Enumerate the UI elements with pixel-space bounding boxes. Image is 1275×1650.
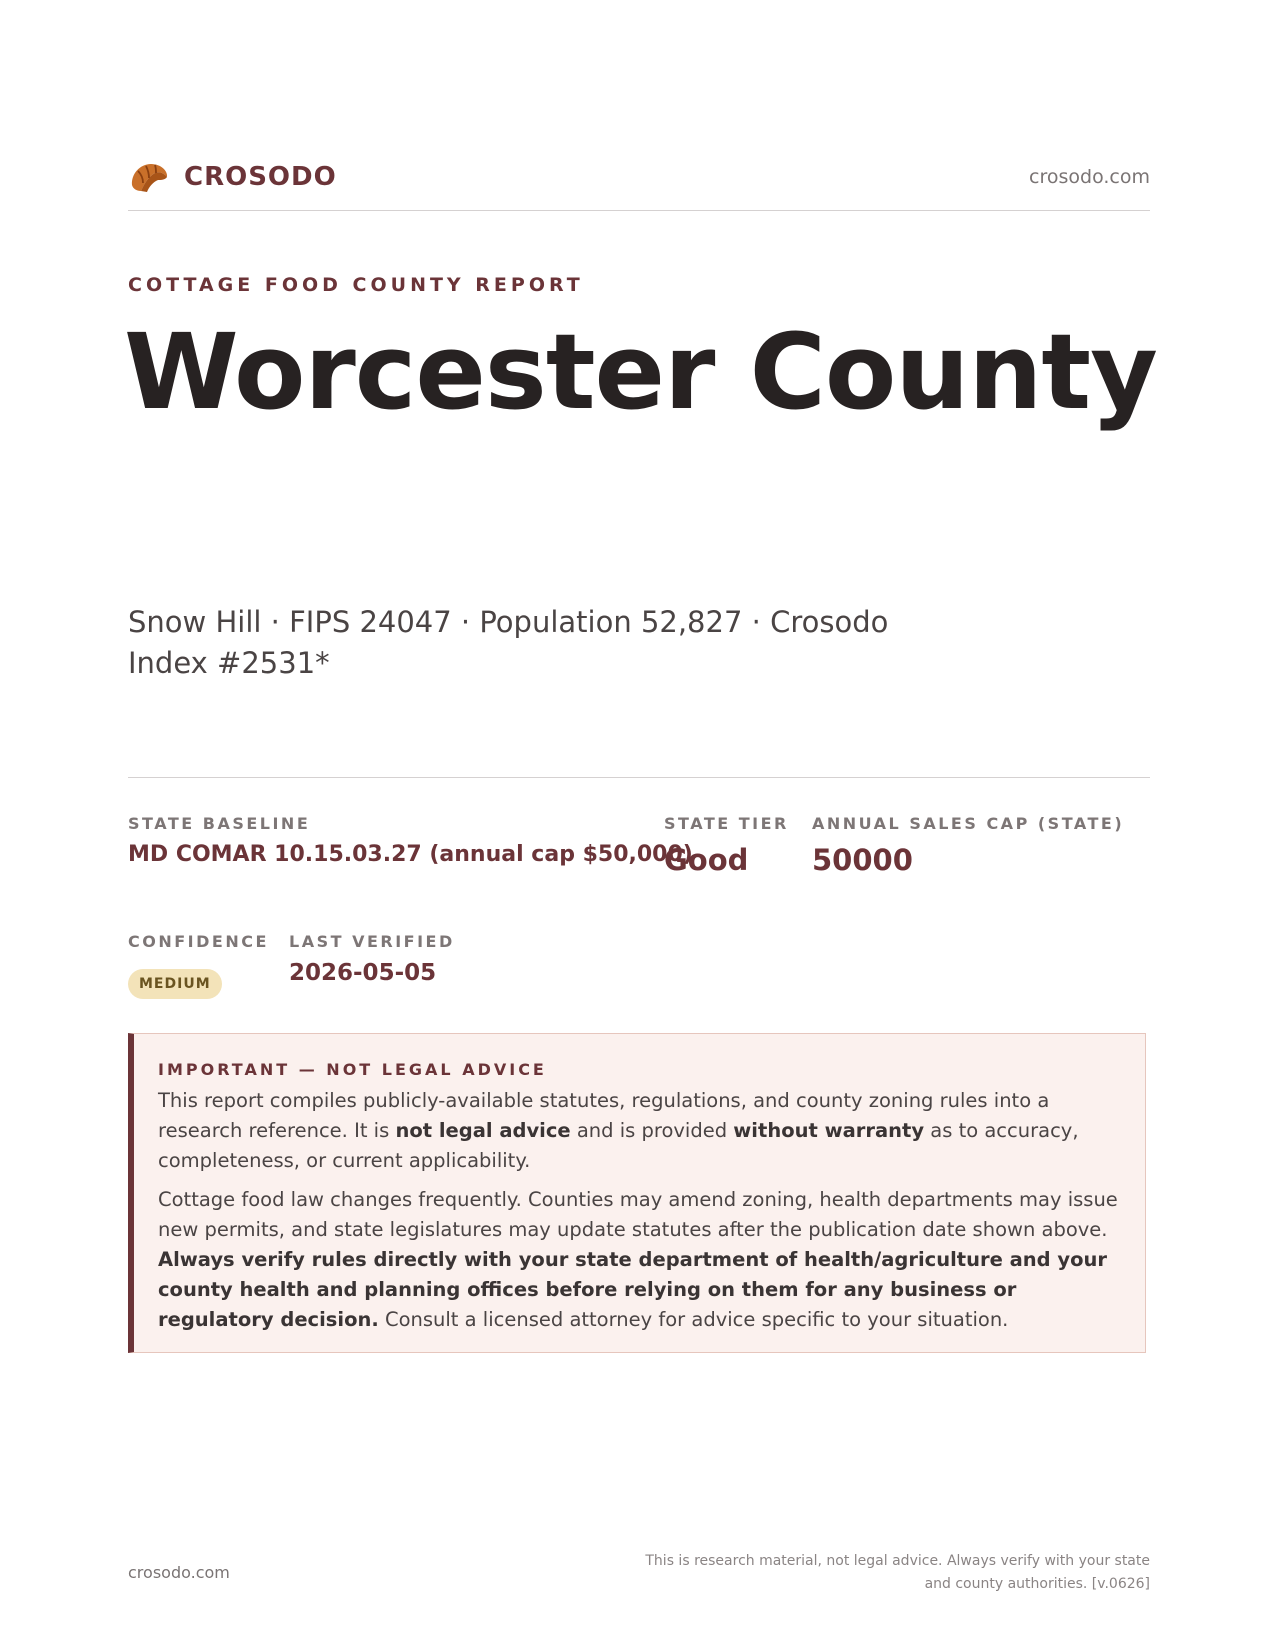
croissant-icon	[128, 158, 170, 196]
notice-paragraph	[158, 1185, 1118, 1335]
county-subtitle: Snow Hill · FIPS 24047 · Population 52,827 · Crosodo Index #2531*	[128, 605, 889, 680]
notice-heading: IMPORTANT — NOT LEGAL ADVICE	[158, 1060, 547, 1079]
header-divider	[128, 210, 1150, 211]
footer-disclaimer-line: and county authorities. [v.0626]	[924, 1576, 1150, 1592]
notice-emphasis: without warranty	[733, 1119, 925, 1142]
page-header	[128, 158, 1150, 198]
legal-notice-box	[128, 1033, 1146, 1353]
brand	[128, 158, 337, 196]
notice-emphasis: Always verify rules directly with your state department of health/agriculture and your county health and planning offices before relying on them for any business or regulatory decision.	[158, 1248, 1108, 1331]
page-title: Worcester County	[124, 311, 1157, 433]
notice-text: as to accuracy, completeness, or current applicability.	[158, 1119, 1079, 1172]
state-tier-label: STATE TIER	[664, 814, 789, 833]
report-eyebrow: COTTAGE FOOD COUNTY REPORT	[128, 274, 584, 296]
footer-disclaimer	[630, 1550, 1150, 1596]
notice-text: and is provided	[570, 1119, 734, 1142]
site-link[interactable]: crosodo.com	[1029, 166, 1150, 188]
notice-text: Consult a licensed attorney for advice specific to your situation.	[378, 1308, 1009, 1331]
notice-emphasis: not legal advice	[395, 1119, 571, 1142]
footer-disclaimer-line: This is research material, not legal advice. Always verify with your state	[645, 1553, 1150, 1569]
state-baseline-value: MD COMAR 10.15.03.27 (annual cap $50,000)	[128, 842, 693, 867]
notice-text: This report compiles publicly-available statutes, regulations, and county zoning rules into a research reference. It is	[158, 1089, 1050, 1142]
notice-paragraph	[158, 1086, 1118, 1176]
brand-name: CROSODO	[184, 162, 337, 192]
notice-text: Cottage food law changes frequently. Counties may amend zoning, health departments may issue new permits, and state legislatures may update statutes after the publication date shown above.	[158, 1188, 1118, 1241]
confidence-badge: MEDIUM	[128, 969, 222, 999]
confidence-label: CONFIDENCE	[128, 932, 269, 951]
annual-sales-cap-label: ANNUAL SALES CAP (STATE)	[812, 814, 1125, 833]
notice-body	[158, 1086, 1118, 1344]
section-divider	[128, 777, 1150, 778]
state-tier-value: Good	[664, 843, 749, 877]
footer-site-link[interactable]: crosodo.com	[128, 1563, 230, 1582]
last-verified-value: 2026-05-05	[289, 960, 437, 986]
state-baseline-label: STATE BASELINE	[128, 814, 311, 833]
annual-sales-cap-value: 50000	[812, 843, 913, 877]
last-verified-label: LAST VERIFIED	[289, 932, 455, 951]
report-page	[124, 0, 1157, 1650]
